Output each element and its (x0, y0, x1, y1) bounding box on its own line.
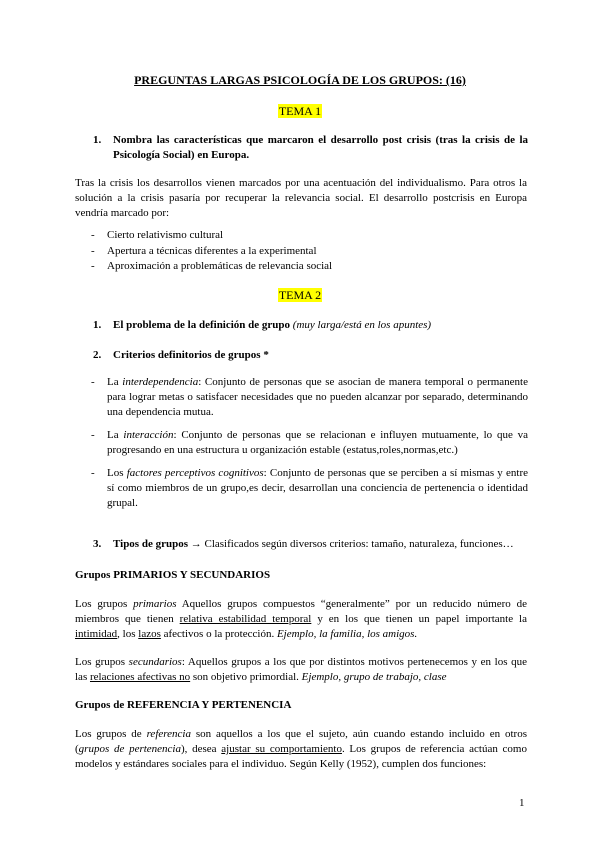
list-item (91, 259, 528, 274)
list-item (91, 228, 528, 243)
text-run: Ejemplo, grupo de trabajo, clase (301, 671, 447, 683)
list-item-text: Aproximación a problemáticas de relevancia social (107, 260, 333, 272)
text-run: referencia (146, 728, 191, 740)
criterion-interdependencia (91, 375, 528, 420)
question-text (113, 318, 528, 333)
criterion-prefix: La (107, 376, 123, 388)
text-run: : Aquellos grupos a los que por distintos motivos pertenecemos y en los que las (75, 656, 527, 683)
list-item-text: Apertura a técnicas diferentes a la experimental (107, 245, 317, 257)
text-run: afectivos o la protección. (160, 628, 277, 640)
question-title: El problema de la definición de grupo (113, 319, 291, 331)
text-run: primarios (133, 598, 177, 610)
paragraph-secundarios (75, 655, 527, 685)
text-run: Los grupos (75, 656, 129, 668)
text-run: son aquellos a los que el sujeto, aún cuando estando incluido en otros ( (75, 728, 527, 755)
paragraph-primarios (75, 597, 527, 642)
criterion-interaccion (91, 428, 528, 458)
tema-2-label: TEMA 2 (278, 288, 322, 302)
criterion-factores-perceptivos (91, 466, 528, 511)
text-run: lazos (138, 628, 161, 640)
question-number: 2. (93, 349, 102, 361)
text-run: Ejemplo, la familia, los amigos. (276, 628, 418, 640)
heading-primarios-secundarios: Grupos PRIMARIOS Y SECUNDARIOS (75, 569, 271, 581)
bullet-dash: - (91, 260, 95, 272)
bullet-dash: - (91, 229, 95, 241)
criterion-term: interdependencia (122, 376, 199, 388)
question-number: 1. (93, 134, 102, 146)
criterion-definition: : Conjunto de personas que se asocian de manera temporal o permanente para lograr metas o satisfacer necesidades que no pueden alcanzar por separado, determinando una dependencia mutua. (107, 376, 528, 418)
question-4 (93, 537, 528, 552)
text-run: relaciones afectivas no (89, 671, 191, 683)
criterion-text (107, 466, 528, 511)
section-tema-1 (0, 104, 600, 119)
criterion-definition: : Conjunto de personas que se perciben a sí mismas y entre sí como miembros de un grupo,es decir, desarrollan una conciencia de pertenencia o identidad grupal. (107, 467, 528, 509)
question-title: Tipos de grupos (113, 538, 188, 550)
tema-1-label: TEMA 1 (278, 104, 322, 118)
page-title: PREGUNTAS LARGAS PSICOLOGÍA DE LOS GRUPOS: (16) (134, 73, 466, 87)
question-3 (93, 348, 528, 363)
text-run: Los grupos de (75, 728, 147, 740)
question-note: (muy larga/está en los apuntes) (292, 319, 432, 331)
section-tema-2 (0, 288, 600, 303)
text-run: secundarios (128, 656, 182, 668)
criterion-prefix: Los (107, 467, 127, 479)
question-1 (93, 133, 528, 163)
text-run: , los (117, 628, 139, 640)
question-rest: → Clasificados según diversos criterios: tamaño, naturaleza, funciones… (188, 538, 514, 550)
bullet-dash: - (91, 467, 95, 479)
question-number: 3. (93, 538, 102, 550)
question-number: 1. (93, 319, 102, 331)
text-run: . Los grupos de referencia actúan como modelos y estándares sociales para el individuo. Según Kelly (1952), cumplen dos funciones: (75, 743, 527, 770)
text-run: intimidad (75, 628, 118, 640)
criterion-definition: : Conjunto de personas que se relacionan e influyen mutuamente, lo que va progresando en una estructura u organización estable (estatus,roles,normas,etc.) (107, 429, 528, 456)
question-2 (93, 318, 528, 333)
criterion-text (107, 428, 528, 458)
question-text: Nombra las características que marcaron el desarrollo post crisis (tras la crisis de la Psicología Social) en Europa. (113, 134, 528, 161)
question-text (113, 537, 528, 552)
text-run: y en los que tienen un papel importante la (311, 613, 527, 625)
heading-referencia-pertenencia: Grupos de REFERENCIA Y PERTENENCIA (75, 699, 292, 711)
paragraph-postcrisis: Tras la crisis los desarrollos vienen marcados por una acentuación del individualismo. Para otros la solución a la crisis pasaría por recuperar la relevancia social. El desarrollo postcrisis en Europa vendría marcado por: (75, 177, 527, 219)
text-run: Los grupos (75, 598, 134, 610)
paragraph-referencia (75, 727, 527, 772)
list-item-text: Cierto relativismo cultural (107, 229, 224, 241)
bullet-dash: - (91, 376, 95, 388)
text-run: grupos de pertenencia (78, 743, 181, 755)
list-item (91, 244, 528, 259)
criterion-prefix: La (107, 429, 124, 441)
text-run: Aquellos grupos compuestos “generalmente” por un reducido número de miembros que tienen (75, 598, 527, 625)
text-run: son objetivo primordial. (190, 671, 302, 683)
text-run: ajustar su comportamiento (221, 743, 342, 755)
page-number: 1 (519, 797, 525, 809)
text-run: relativa estabilidad temporal (179, 613, 312, 625)
criterion-term: interacción (123, 429, 174, 441)
bullet-dash: - (91, 245, 95, 257)
text-run: ), desea (181, 743, 222, 755)
bullet-dash: - (91, 429, 95, 441)
question-text: Criterios definitorios de grupos * (113, 349, 269, 361)
criterion-text (107, 375, 528, 420)
criterion-term: factores perceptivos cognitivos (126, 467, 264, 479)
